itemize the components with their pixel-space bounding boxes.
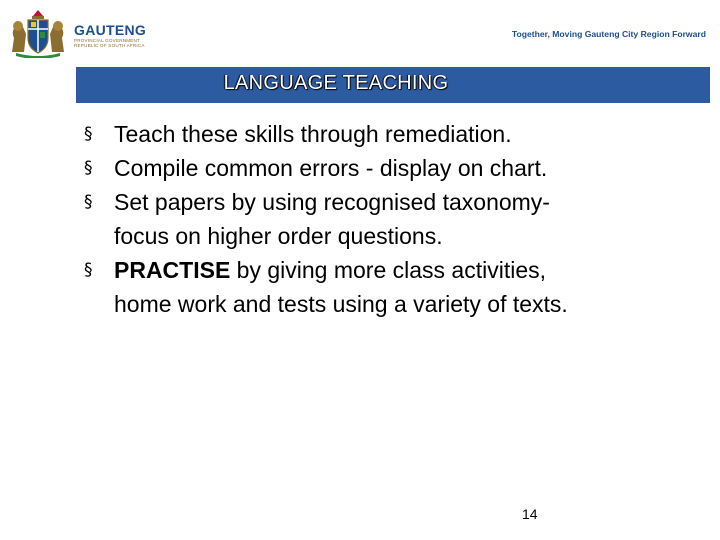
logo-subtitle-2: REPUBLIC OF SOUTH AFRICA: [74, 43, 145, 49]
title-bar: [76, 67, 710, 103]
slide-title: LANGUAGE TEACHING: [223, 72, 449, 94]
logo-text: [74, 23, 146, 49]
square-bullet-icon: §: [84, 192, 93, 212]
bullet-item: [84, 253, 704, 321]
bullet-text-line-2: focus on higher order questions.: [114, 223, 443, 249]
bullet-item: [84, 185, 704, 253]
gauteng-logo: [6, 8, 156, 58]
bullet-emphasis: PRACTISE: [114, 257, 231, 283]
bullet-item: [84, 151, 704, 185]
header: [0, 0, 720, 70]
square-bullet-icon: §: [84, 158, 93, 178]
logo-name: GAUTENG: [74, 22, 147, 38]
square-bullet-icon: §: [84, 260, 93, 280]
page-number: 14: [522, 506, 538, 522]
coat-of-arms-icon: [6, 8, 70, 58]
tagline: Together, Moving Gauteng City Region Forward: [511, 29, 706, 39]
bullet-list: [84, 117, 704, 321]
bullet-text-line-1: by giving more class activities,: [230, 257, 547, 283]
logo-subtitle-1: PROVINCIAL GOVERNMENT: [74, 38, 141, 43]
bullet-text: Compile common errors - display on chart.: [114, 155, 548, 181]
bullet-text-line-2: home work and tests using a variety of texts.: [114, 291, 568, 317]
bullet-text-line-1: Set papers by using recognised taxonomy-: [114, 189, 550, 215]
square-bullet-icon: §: [84, 124, 93, 144]
bullet-item: [84, 117, 704, 151]
bullet-text: Teach these skills through remediation.: [114, 121, 512, 147]
